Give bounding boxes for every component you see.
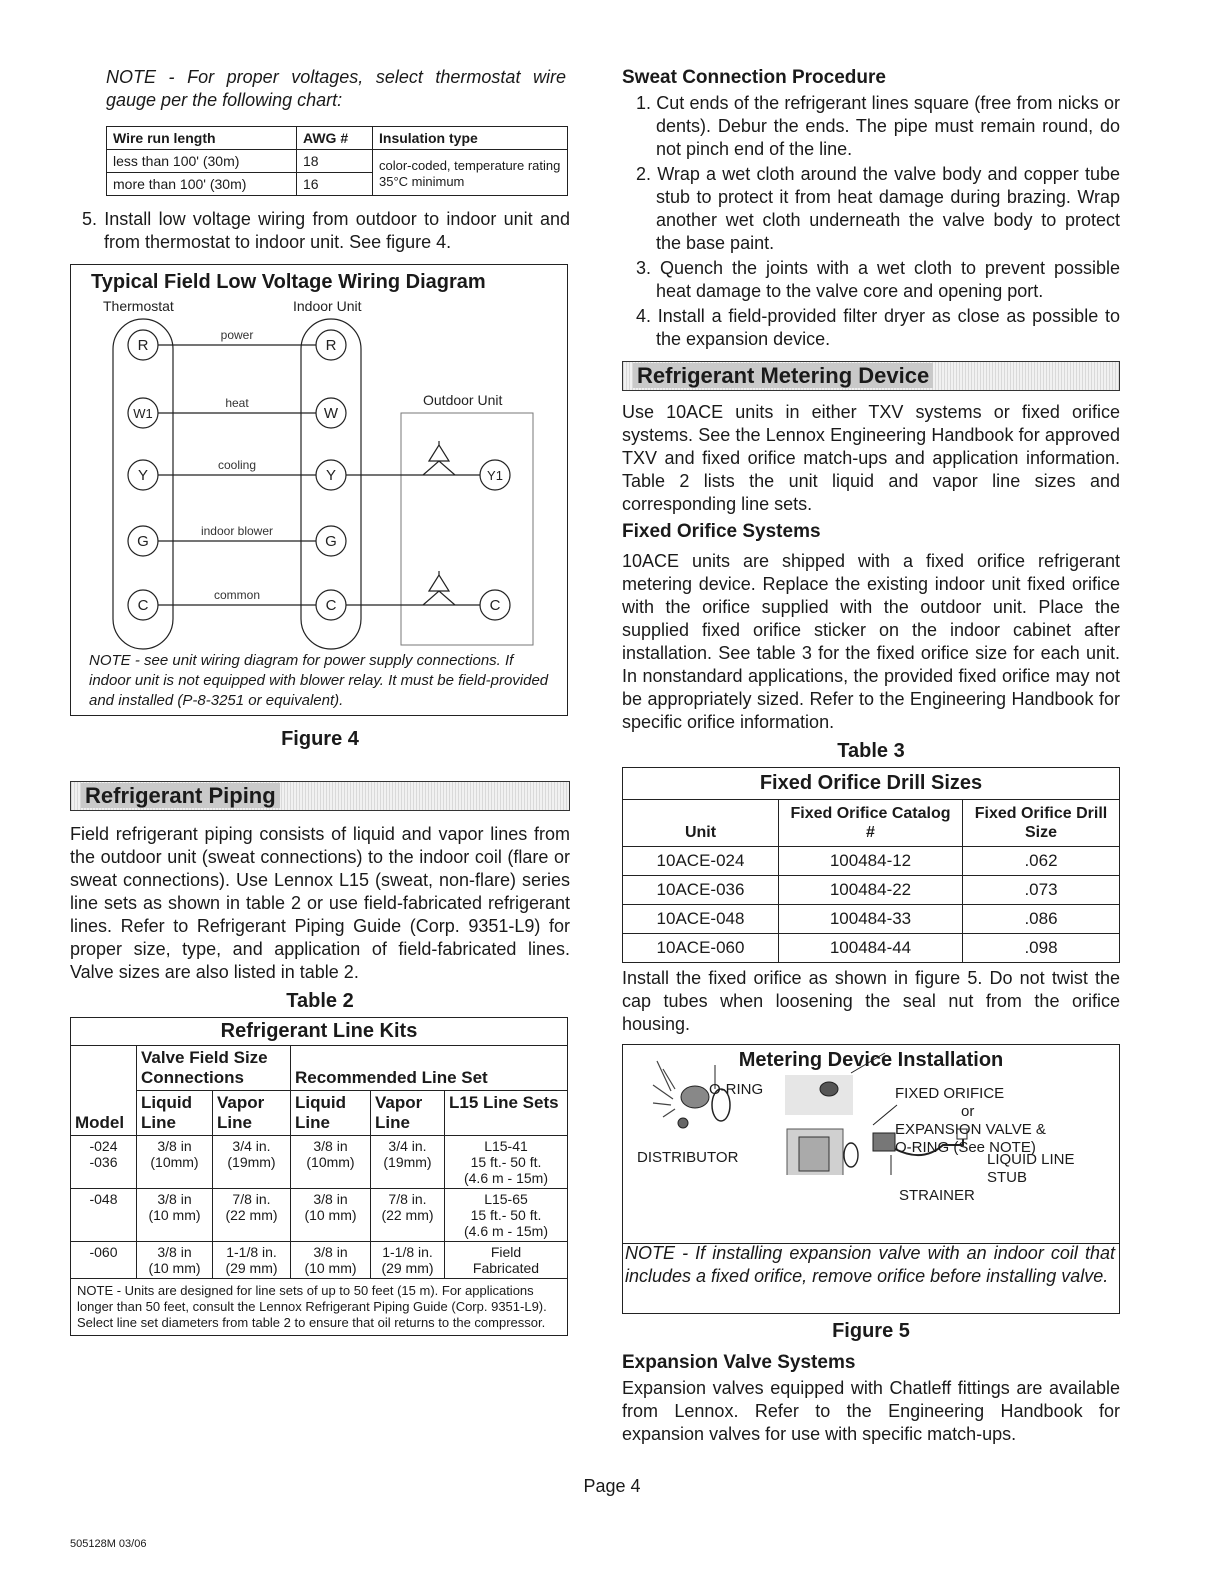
- cell: 100484-12: [779, 847, 963, 876]
- col-valve-liquid: Liquid Line: [137, 1091, 213, 1136]
- table-row: [71, 1189, 568, 1242]
- cell-model: -024 -036: [71, 1136, 137, 1189]
- wire-gauge-table: [106, 126, 568, 196]
- metering-figure-title: Metering Device Installation: [738, 1049, 1004, 1071]
- wire-awg-1: 18: [297, 150, 373, 173]
- table-row: [623, 876, 1120, 905]
- metering-note-box: [622, 1242, 1120, 1314]
- outdoor-terminal-c: C: [489, 597, 501, 614]
- voltage-note: NOTE - For proper voltages, select thermostat wire gauge per the following chart:: [106, 67, 566, 110]
- sweat-step-3: 3. Quench the joints with a wet cloth to prevent possible heat damage to the valve core and opening port.: [636, 258, 1120, 301]
- coil-symbol: [423, 441, 455, 605]
- cell: 100484-33: [779, 905, 963, 934]
- cell: .098: [963, 934, 1120, 963]
- table-row: [623, 905, 1120, 934]
- wiring-diagram-title: Typical Field Low Voltage Wiring Diagram: [91, 271, 486, 293]
- metering-text: Use 10ACE units in either TXV systems or fixed orifice systems. See the Lennox Engineering Handbook for approved TXV and fixed orifice match-ups and application information. Table 2 lists the unit liquid and vapor line sizes and corresponding line sets.: [622, 402, 1120, 514]
- figure-5-caption: Figure 5: [832, 1320, 910, 1342]
- cell: 3/8 in (10 mm): [137, 1189, 213, 1242]
- table-3-label: Table 3: [837, 740, 905, 762]
- cell: 1-1/8 in. (29 mm): [213, 1242, 291, 1279]
- outdoor-unit-label: Outdoor Unit: [423, 392, 503, 408]
- table-row: [71, 1242, 568, 1279]
- step-5: 5. Install low voltage wiring from outdoor to indoor unit and from thermostat to indoor unit. See figure 4.: [82, 209, 570, 252]
- table-2-title: Refrigerant Line Kits: [71, 1018, 568, 1046]
- sweat-title: Sweat Connection Procedure: [622, 67, 886, 88]
- metering-device-figure: [622, 1044, 1120, 1244]
- indoor-unit-label: Indoor Unit: [293, 298, 362, 314]
- label-liquid-line: LIQUID LINE: [987, 1151, 1075, 1168]
- cell: 7/8 in. (22 mm): [371, 1189, 445, 1242]
- wire-run-1: less than 100' (30m): [107, 150, 297, 173]
- distributor-shape: [681, 1086, 709, 1108]
- fixed-orifice-table: [622, 767, 1120, 963]
- table-2-label: Table 2: [286, 990, 354, 1012]
- label-oring-note: O-RING (See NOTE): [895, 1139, 1036, 1156]
- table-3-title: Fixed Orifice Drill Sizes: [623, 768, 1120, 800]
- metering-note: NOTE - If installing expansion valve with an indoor coil that includes a fixed orifice, remove orifice before installing valve.: [625, 1243, 1115, 1286]
- col-catalog: Fixed Orifice Catalog #: [779, 800, 963, 847]
- wiring-diagram: [70, 264, 568, 716]
- col-unit: Unit: [623, 800, 779, 847]
- label-oring: O-RING: [709, 1081, 764, 1098]
- cell: 3/8 in (10 mm): [137, 1242, 213, 1279]
- label-or: or: [961, 1103, 975, 1120]
- cell: 3/4 in. (19mm): [371, 1136, 445, 1189]
- cell-model: -060: [71, 1242, 137, 1279]
- cell: 100484-22: [779, 876, 963, 905]
- document-code: 505128M 03/06: [70, 1538, 147, 1550]
- wire-label-cooling: cooling: [217, 458, 257, 472]
- thermostat-terminal-w1: W1: [133, 406, 153, 421]
- thermostat-label: Thermostat: [103, 298, 174, 314]
- indoor-terminal-g: G: [325, 533, 337, 550]
- wiring-diagram-svg: [71, 265, 569, 655]
- expansion-text: Expansion valves equipped with Chatleff fittings are available from Lennox. Refer to the Engineering Handbook for expansion valves for use with specific match-ups.: [622, 1378, 1120, 1444]
- left-column: [70, 66, 570, 1336]
- indoor-terminal-w: W: [323, 405, 339, 422]
- indoor-terminal-y: Y: [325, 467, 337, 484]
- table-2-note: NOTE - Units are designed for line sets of up to 50 feet (15 m). For applications longer than 50 feet, consult the Lennox Refrigerant Piping Guide (Corp. 9351-L9). Select line set diameters from table 2 to ensure that oil returns to the compressor.: [71, 1279, 568, 1336]
- right-column: [622, 66, 1120, 1446]
- sweat-step-4: 4. Install a field-provided filter dryer as close as possible to the expansion device.: [636, 306, 1120, 349]
- col-l15: L15 Line Sets: [445, 1091, 568, 1136]
- cell: 3/8 in (10 mm): [291, 1242, 371, 1279]
- label-strainer: STRAINER: [899, 1187, 975, 1204]
- col-valve-vapor: Vapor Line: [213, 1091, 291, 1136]
- fixed-orifice-title: Fixed Orifice Systems: [622, 521, 821, 542]
- wire-insulation: color-coded, temperature rating 35°C minimum: [373, 150, 568, 196]
- col-rec-liquid: Liquid Line: [291, 1091, 371, 1136]
- cell: 7/8 in. (22 mm): [213, 1189, 291, 1242]
- indoor-terminal-c: C: [325, 597, 337, 614]
- outdoor-terminal-y1: Y1: [487, 468, 503, 483]
- refrigerant-line-kits-table: [70, 1017, 568, 1336]
- table-row: [623, 934, 1120, 963]
- cell: 10ACE-060: [623, 934, 779, 963]
- cell: .086: [963, 905, 1120, 934]
- install-text: Install the fixed orifice as shown in figure 5. Do not twist the cap tubes when loosening the seal nut from the orifice housing.: [622, 968, 1120, 1034]
- wire-run-2: more than 100' (30m): [107, 173, 297, 196]
- cell: L15-41 15 ft.- 50 ft. (4.6 m - 15m): [445, 1136, 568, 1189]
- cell: 3/8 in (10mm): [291, 1136, 371, 1189]
- cell: L15-65 15 ft.- 50 ft. (4.6 m - 15m): [445, 1189, 568, 1242]
- wire-header-awg: AWG #: [297, 127, 373, 150]
- label-fixed-orifice: FIXED ORIFICE: [895, 1085, 1005, 1102]
- wiring-note: NOTE - see unit wiring diagram for power supply connections. If indoor unit is not equipped with blower relay. It must be field-provided and installed (P-8-3251 or equivalent).: [89, 652, 549, 709]
- group-recommended: Recommended Line Set: [291, 1046, 568, 1091]
- piping-text: Field refrigerant piping consists of liquid and vapor lines from the outdoor unit (sweat connections) to the indoor coil (flare or sweat connections). Use Lennox L15 (sweat, non-flare) series line sets as shown in table 2 or use field-fabricated refrigerant lines. Refer to Refrigerant Piping Guide (Corp. 9351-L9) for proper size, type, and application of field-fabricated lines. Valve sizes are also listed in table 2.: [70, 824, 570, 982]
- cell: .062: [963, 847, 1120, 876]
- cell: 100484-44: [779, 934, 963, 963]
- table-row: [71, 1136, 568, 1189]
- thermostat-terminal-g: G: [137, 533, 149, 550]
- wire-label-common: common: [213, 588, 261, 602]
- label-stub: STUB: [987, 1169, 1028, 1186]
- outdoor-outline: [401, 413, 533, 645]
- wire-header-insulation: Insulation type: [373, 127, 568, 150]
- thermostat-terminal-c: C: [137, 597, 149, 614]
- cell: .073: [963, 876, 1120, 905]
- cell: 10ACE-048: [623, 905, 779, 934]
- fixed-orifice-text: 10ACE units are shipped with a fixed orifice refrigerant metering device. Replace the existing indoor unit fixed orifice with the orifice supplied with the outdoor unit. Place the supplied fixed orifice sticker on the indoor cabinet after installation. See table 3 for the fixed orifice size for each unit. In nonstandard applications, the provided fixed orifice may not be appropriately sized. Refer to the Engineering Handbook for specific orifice information.: [622, 551, 1120, 732]
- page-number: Page 4: [583, 1476, 641, 1496]
- metering-device-header: Refrigerant Metering Device: [622, 361, 1120, 391]
- sweat-step-1: 1. Cut ends of the refrigerant lines square (free from nicks or dents). Debur the ends. The pipe must remain round, do not pinch end of the line.: [636, 93, 1120, 159]
- wire-label-blower: indoor blower: [200, 524, 274, 538]
- expansion-title: Expansion Valve Systems: [622, 1352, 856, 1373]
- wire-label-power: power: [220, 328, 254, 342]
- cell: 3/8 in (10mm): [137, 1136, 213, 1189]
- cell: 3/4 in. (19mm): [213, 1136, 291, 1189]
- group-valve: Valve Field Size Connections: [137, 1046, 291, 1091]
- label-distributor: DISTRIBUTOR: [637, 1149, 739, 1166]
- cell: 1-1/8 in. (29 mm): [371, 1242, 445, 1279]
- table-row: [623, 847, 1120, 876]
- wire-label-heat: heat: [225, 396, 249, 410]
- figure-4-caption: Figure 4: [281, 728, 359, 750]
- thermostat-terminal-y: Y: [137, 467, 149, 484]
- cell: Field Fabricated: [445, 1242, 568, 1279]
- cell: 3/8 in (10 mm): [291, 1189, 371, 1242]
- wire-awg-2: 16: [297, 173, 373, 196]
- cell: 10ACE-036: [623, 876, 779, 905]
- sweat-step-2: 2. Wrap a wet cloth around the valve body and copper tube stub to protect it from heat damage during brazing. Wrap another wet cloth underneath the valve body to protect the base paint.: [636, 164, 1120, 253]
- col-model: Model: [71, 1046, 137, 1136]
- thermostat-terminal-r: R: [137, 337, 149, 354]
- indoor-terminal-r: R: [325, 337, 337, 354]
- col-rec-vapor: Vapor Line: [371, 1091, 445, 1136]
- cell: 10ACE-024: [623, 847, 779, 876]
- refrigerant-piping-header: Refrigerant Piping: [70, 781, 570, 811]
- cell-model: -048: [71, 1189, 137, 1242]
- col-drill: Fixed Orifice Drill Size: [963, 800, 1120, 847]
- wire-header-run: Wire run length: [107, 127, 297, 150]
- label-expansion-valve: EXPANSION VALVE &: [895, 1121, 1046, 1138]
- orifice-shape: [820, 1082, 838, 1096]
